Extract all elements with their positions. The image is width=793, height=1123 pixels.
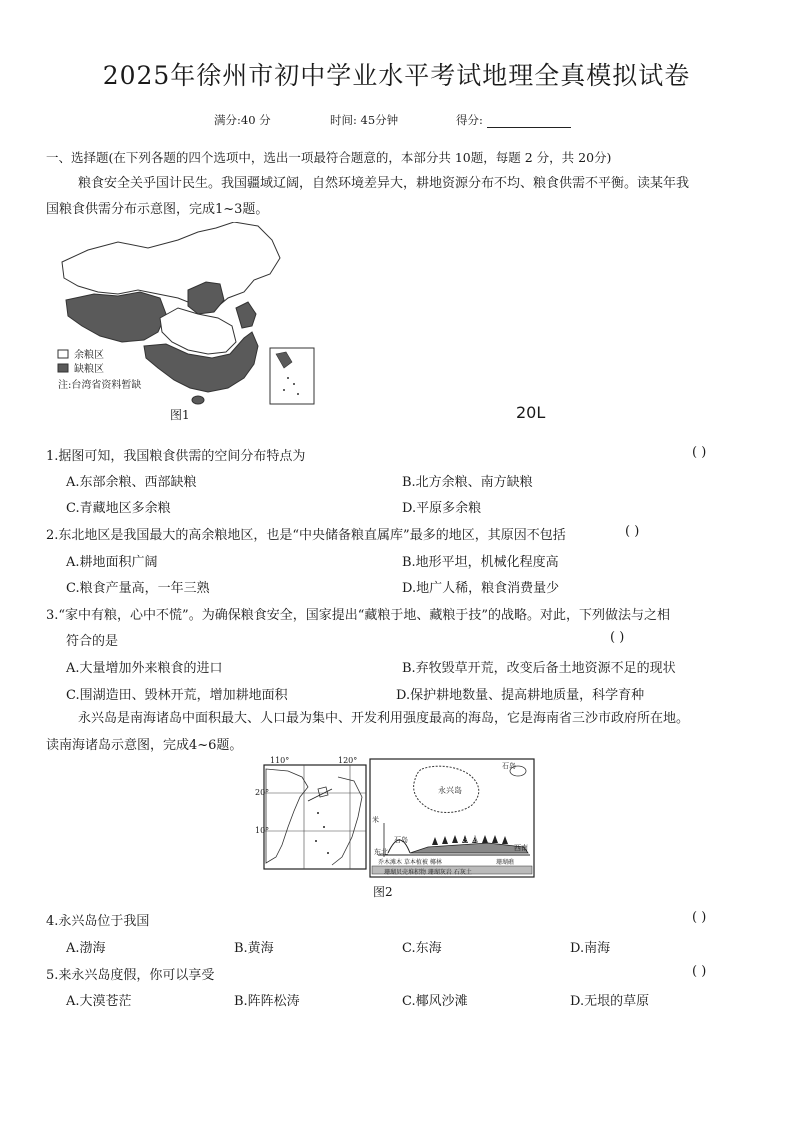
q1-answer-paren[interactable]: ( ) <box>692 445 707 460</box>
section-heading: 一、选择题(在下列各题的四个选项中，选出一项最符合题意的，本部分共 10题，每题 2 分，共 20分) <box>46 150 612 165</box>
exam-time: 时间: 45分钟 <box>330 113 399 127</box>
tree-legend: 乔木滩木 草本植被 椰林 <box>378 859 442 866</box>
q2-option-c[interactable]: C.粮食产量高，一年三熟 <box>66 581 210 596</box>
lat-20: 20° <box>255 788 270 797</box>
passage1-line1: 粮食安全关乎国计民生。我国疆域辽阔，自然环境差异大，耕地资源分布不均、粮食供需不平衡。读某年我 <box>78 176 690 191</box>
score-label: 得分: <box>456 113 483 127</box>
lat-lon-120: 120° <box>338 756 358 765</box>
hainan-island <box>192 396 204 404</box>
yongxing-profile-label: 永兴岛 <box>458 836 479 844</box>
lat-lon-110: 110° <box>270 756 290 765</box>
meter-label: 米 <box>372 816 379 824</box>
figure1-map <box>48 222 316 418</box>
q3-stem-cont: 符合的是 <box>66 634 119 649</box>
q4-answer-paren[interactable]: ( ) <box>692 910 707 925</box>
q2-option-d[interactable]: D.地广人稀，粮食消费量少 <box>402 581 560 596</box>
q3-option-c[interactable]: C.围湖造田、毁林开荒，增加耕地面积 <box>66 688 288 703</box>
legend-surplus-swatch <box>58 350 68 358</box>
shidao-label-top: 石岛 <box>502 762 516 770</box>
deficit-region-west <box>66 292 166 342</box>
yongxing-label-top: 永兴岛 <box>438 786 462 795</box>
q4-option-b[interactable]: B.黄海 <box>234 941 274 956</box>
q4-option-c[interactable]: C.东海 <box>402 941 442 956</box>
q5-option-c[interactable]: C.椰风沙滩 <box>402 994 468 1009</box>
q2-stem: 2.东北地区是我国最大的高余粮地区，也是“中央储备粮直属库”最多的地区，其原因不包括 <box>46 528 566 543</box>
q1-option-b[interactable]: B.北方余粮、南方缺粮 <box>402 475 533 490</box>
q5-option-b[interactable]: B.阵阵松涛 <box>234 994 300 1009</box>
legend-surplus-label: 余粮区 <box>74 350 104 361</box>
southwest-label: 西南 <box>514 844 528 852</box>
q3-option-b[interactable]: B.弃牧毁草开荒，改变后备土地资源不足的现状 <box>402 661 676 676</box>
sea-map-frame <box>264 765 366 869</box>
page-title: 2025年徐州市初中学业水平考试地理全真模拟试卷 <box>102 61 691 90</box>
lat-10: 10° <box>255 826 270 835</box>
northeast-label: 东北 <box>374 848 388 856</box>
q5-option-d[interactable]: D.无垠的草原 <box>570 994 650 1009</box>
legend-deficit-swatch <box>58 364 68 372</box>
q4-option-a[interactable]: A.渤海 <box>66 941 106 956</box>
stray-text: 20L <box>516 403 546 422</box>
passage2-line2: 读南海诸岛示意图，完成4~6题。 <box>46 738 243 753</box>
q5-answer-paren[interactable]: ( ) <box>692 964 707 979</box>
q5-option-a[interactable]: A.大漠苍茫 <box>66 994 132 1009</box>
q3-option-d[interactable]: D.保护耕地数量、提高耕地质量，科学育种 <box>396 688 645 703</box>
figure1-caption: 图1 <box>170 408 190 422</box>
score-field <box>456 112 571 128</box>
passage2-line1: 永兴岛是南海诸岛中面积最大、人口最为集中、开发利用强度最高的海岛，它是海南省三沙市政府所在地。 <box>78 711 690 726</box>
q1-option-c[interactable]: C.青藏地区多余粮 <box>66 501 171 516</box>
figure2-caption: 图2 <box>373 885 393 899</box>
legend-deficit-label: 缺粮区 <box>74 364 104 375</box>
shidao-label: 石岛 <box>394 836 408 844</box>
q3-option-a[interactable]: A.大量增加外来粮食的进口 <box>66 661 223 676</box>
deficit-region-east <box>236 302 256 328</box>
q5-stem: 5.来永兴岛度假，你可以享受 <box>46 968 215 983</box>
q1-stem: 1.据图可知，我国粮食供需的空间分布特点为 <box>46 449 306 464</box>
south-sea-inset <box>270 348 314 404</box>
q1-option-d[interactable]: D.平原多余粮 <box>402 501 482 516</box>
score-blank[interactable] <box>487 116 571 128</box>
q2-option-a[interactable]: A.耕地面积广阔 <box>66 555 158 570</box>
q3-answer-paren[interactable]: ( ) <box>610 630 625 645</box>
coral-legend: 珊瑚礁 <box>496 859 515 866</box>
q2-answer-paren[interactable]: ( ) <box>625 524 640 539</box>
passage1-line2: 国粮食供需分布示意图，完成1~3题。 <box>46 202 269 217</box>
q3-stem: 3.“家中有粮，心中不慌”。为确保粮食安全，国家提出“藏粮于地、藏粮于技”的战略。对此，下列做法与之相 <box>46 608 670 623</box>
figure2 <box>255 756 536 881</box>
q2-option-b[interactable]: B.地形平坦，机械化程度高 <box>402 555 559 570</box>
map-note: 注:台湾省资料暂缺 <box>58 380 142 391</box>
rock-legend: 珊瑚贝壳堆积物 珊瑚灰岩 石灰土 <box>384 869 472 876</box>
q4-stem: 4.永兴岛位于我国 <box>46 914 150 929</box>
full-score: 满分:40 分 <box>214 113 271 127</box>
q4-option-d[interactable]: D.南海 <box>570 941 611 956</box>
q1-option-a[interactable]: A.东部余粮、西部缺粮 <box>66 475 197 490</box>
